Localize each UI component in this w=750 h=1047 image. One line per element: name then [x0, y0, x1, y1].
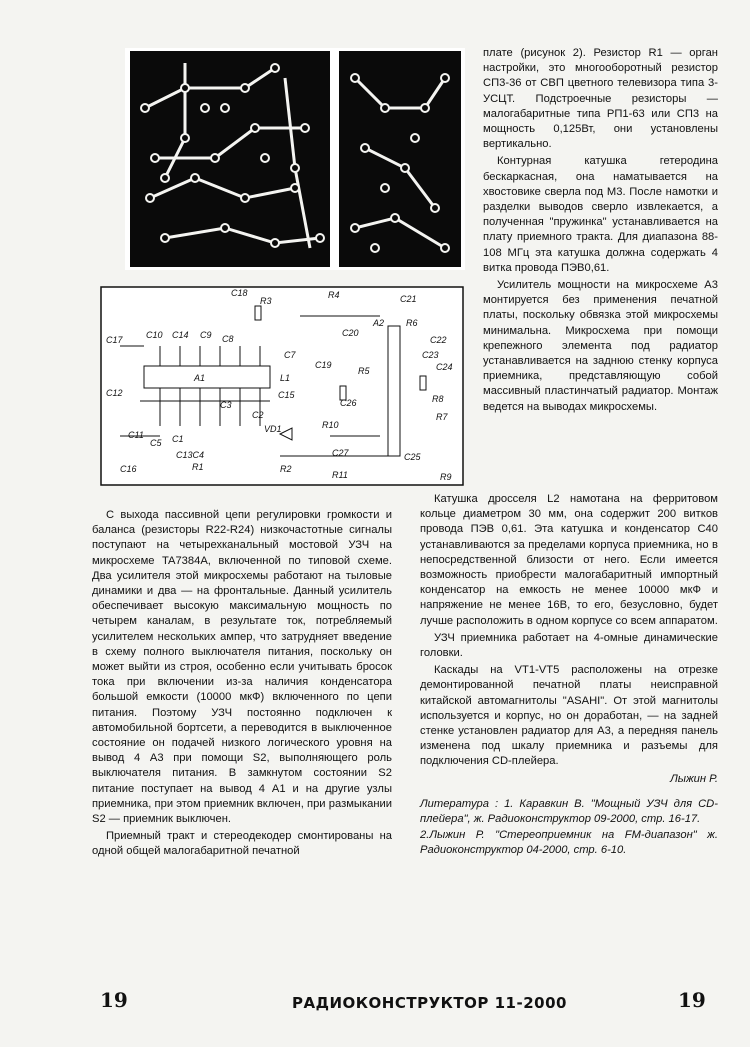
paragraph: Усилитель мощности на микросхеме А3 монтируется без применения печатной платы, поскольку обвязка этой микросхемы минимальна. Микросхема при помощи крепежного элемента под радиатор устанавливается на заднюю стенку корпуса приемника, представляющую собой массивный пластинчатый радиатор. Монтаж ведется на выводах микросхемы.: [483, 279, 718, 413]
label-c14: C14: [172, 330, 189, 340]
paragraph: Каскады на VT1-VT5 расположены на отрезке демонтированной печатной платы неисправной китайской автомагнитолы "ASAHI". От этой магнитолы используется и корпус, но он доработан, — на задней стенке установлен радиатор для А3, а передняя панель изменена под шкалу приемника и разъемы для подключения CD-плейера.: [420, 664, 718, 768]
label-c20: C20: [342, 328, 359, 338]
label-a1: A1: [194, 373, 206, 383]
label-a2: A2: [373, 318, 385, 328]
paragraph: УЗЧ приемника работает на 4-омные динамические головки.: [420, 631, 718, 660]
label-c5: C5: [150, 438, 162, 448]
label-r2: R2: [280, 464, 292, 474]
label-c18: C18: [231, 288, 248, 298]
page-number-left: 19: [100, 988, 128, 1012]
label-c11: C11: [128, 430, 144, 440]
label-l1: L1: [280, 373, 291, 383]
label-c15: C15: [278, 390, 295, 400]
assembly-drawing-figure: [100, 286, 464, 486]
label-r5: R5: [358, 366, 370, 376]
label-r1: R1: [192, 462, 204, 472]
label-c10: C10: [146, 330, 163, 340]
label-r3: R3: [260, 296, 272, 306]
label-r4: R4: [328, 290, 340, 300]
label-c23: C23: [422, 350, 439, 360]
label-r11: R11: [332, 470, 348, 480]
label-c7: C7: [284, 350, 296, 360]
label-vd1: VD1: [264, 424, 282, 434]
reference-item: Литература : 1. Каравкин В. "Мощный УЗЧ для CD-плейера", ж. Радиоконструктор 09-2000, стр. 16-17.: [420, 797, 718, 826]
references: [420, 797, 718, 859]
label-c3: C3: [220, 400, 232, 410]
paragraph: Контурная катушка гетеродина бескаркасная, она наматывается на хвостовике сверла под М3. После намотки и разделки выводов сверло извлекается, а полученная "пружинка" устанавливается на плату приемного тракта. Для диапазона 88-108 МГц эта катушка должна содержать 4 витка провода ПЭВ0,61.: [483, 155, 718, 274]
paragraph: плате (рисунок 2). Резистор R1 — орган настройки, это многооборотный резистор СП3-36 от СВП цветного телевизора типа 3-УСЦТ. Подстроечные резисторы — малогабаритные типа РП1-63 или СП3 на мощность 0,125Вт, они установлены вертикально.: [483, 47, 718, 151]
label-c27: C27: [332, 448, 349, 458]
label-r7: R7: [436, 412, 448, 422]
label-r9: R9: [440, 472, 452, 482]
paragraph: С выхода пассивной цепи регулировки громкости и баланса (резисторы R22-R24) низкочастотные сигналы поступают на четырехканальный мостовой УЗЧ на микросхеме TA7384A, включенной по типовой схеме. Два усилителя этой микросхемы работают на тыловые динамики и два — на фронтальные. Данный усилитель обеспечивает высокую максимальную мощность по четырем каналам, в результате ток, потребляемый усилителем нескольких ампер, что затрудняет введение в схему полного выключателя питания, поскольку он может выйти из строя, особенно если учитывать бросок тока при включении из-за наличия конденсатора большой емкости (10000 мкФ) включенного по цепи питания. Поэтому УЗЧ постоянно подключен к автомобильной бортсети, а переводится в выключенное состояние он подачей низкого логического уровня на вывод 4 А3 при помощи S2, выполняющего роль выключателя питания. В замкнутом состоянии S2 питание поступает на вывод 4 А1 и на другие узлы приемника, при этом приемник включен, при размыкании S2 — приемник выключен.: [92, 509, 392, 826]
label-r10: R10: [322, 420, 339, 430]
label-c13c4: C13C4: [176, 450, 205, 460]
label-r8: R8: [432, 394, 444, 404]
label-c9: C9: [200, 330, 212, 340]
label-c26: C26: [340, 398, 357, 408]
label-c24: C24: [436, 362, 453, 372]
label-c8: C8: [222, 334, 234, 344]
label-c25: C25: [404, 452, 421, 462]
label-c1: C1: [172, 434, 184, 444]
label-c2: C2: [252, 410, 264, 420]
label-c22: C22: [430, 335, 447, 345]
pcb-layout-figure: [125, 48, 465, 270]
magazine-title: РАДИОКОНСТРУКТОР 11-2000: [292, 994, 567, 1012]
label-c12: C12: [106, 388, 123, 398]
label-c17: C17: [106, 335, 123, 345]
paragraph: Приемный тракт и стереодекодер смонтированы на одной общей малогабаритной печатной: [92, 830, 392, 858]
left-column: [92, 508, 392, 862]
reference-item: 2.Лыжин Р. "Стереоприемник на FM-диапазон" ж. Радиоконструктор 04-2000, стр. 6-10.: [420, 829, 718, 857]
author: Лыжин Р.: [670, 772, 718, 785]
right-column-top: [483, 46, 718, 417]
label-r6: R6: [406, 318, 418, 328]
page-number-right: 19: [678, 988, 706, 1012]
label-c19: C19: [315, 360, 332, 370]
label-c21: C21: [400, 294, 417, 304]
label-c16: C16: [120, 464, 137, 474]
right-column-bottom: [420, 492, 718, 860]
paragraph: Катушка дросселя L2 намотана на ферритовом кольце диаметром 30 мм, она содержит 200 витков провода ПЭВ 0,61. Эта катушка и конденсатор С40 устанавливаются за пределами корпуса приемника, но в непосредственной близости от него. Если имеется возможность приобрести малогабаритный импортный конденсатор на емкость не менее 10000 мкФ и напряжение не менее 16В, то его, безусловно, будет лучше расположить в одном корпусе со всем аппаратом.: [420, 493, 718, 627]
